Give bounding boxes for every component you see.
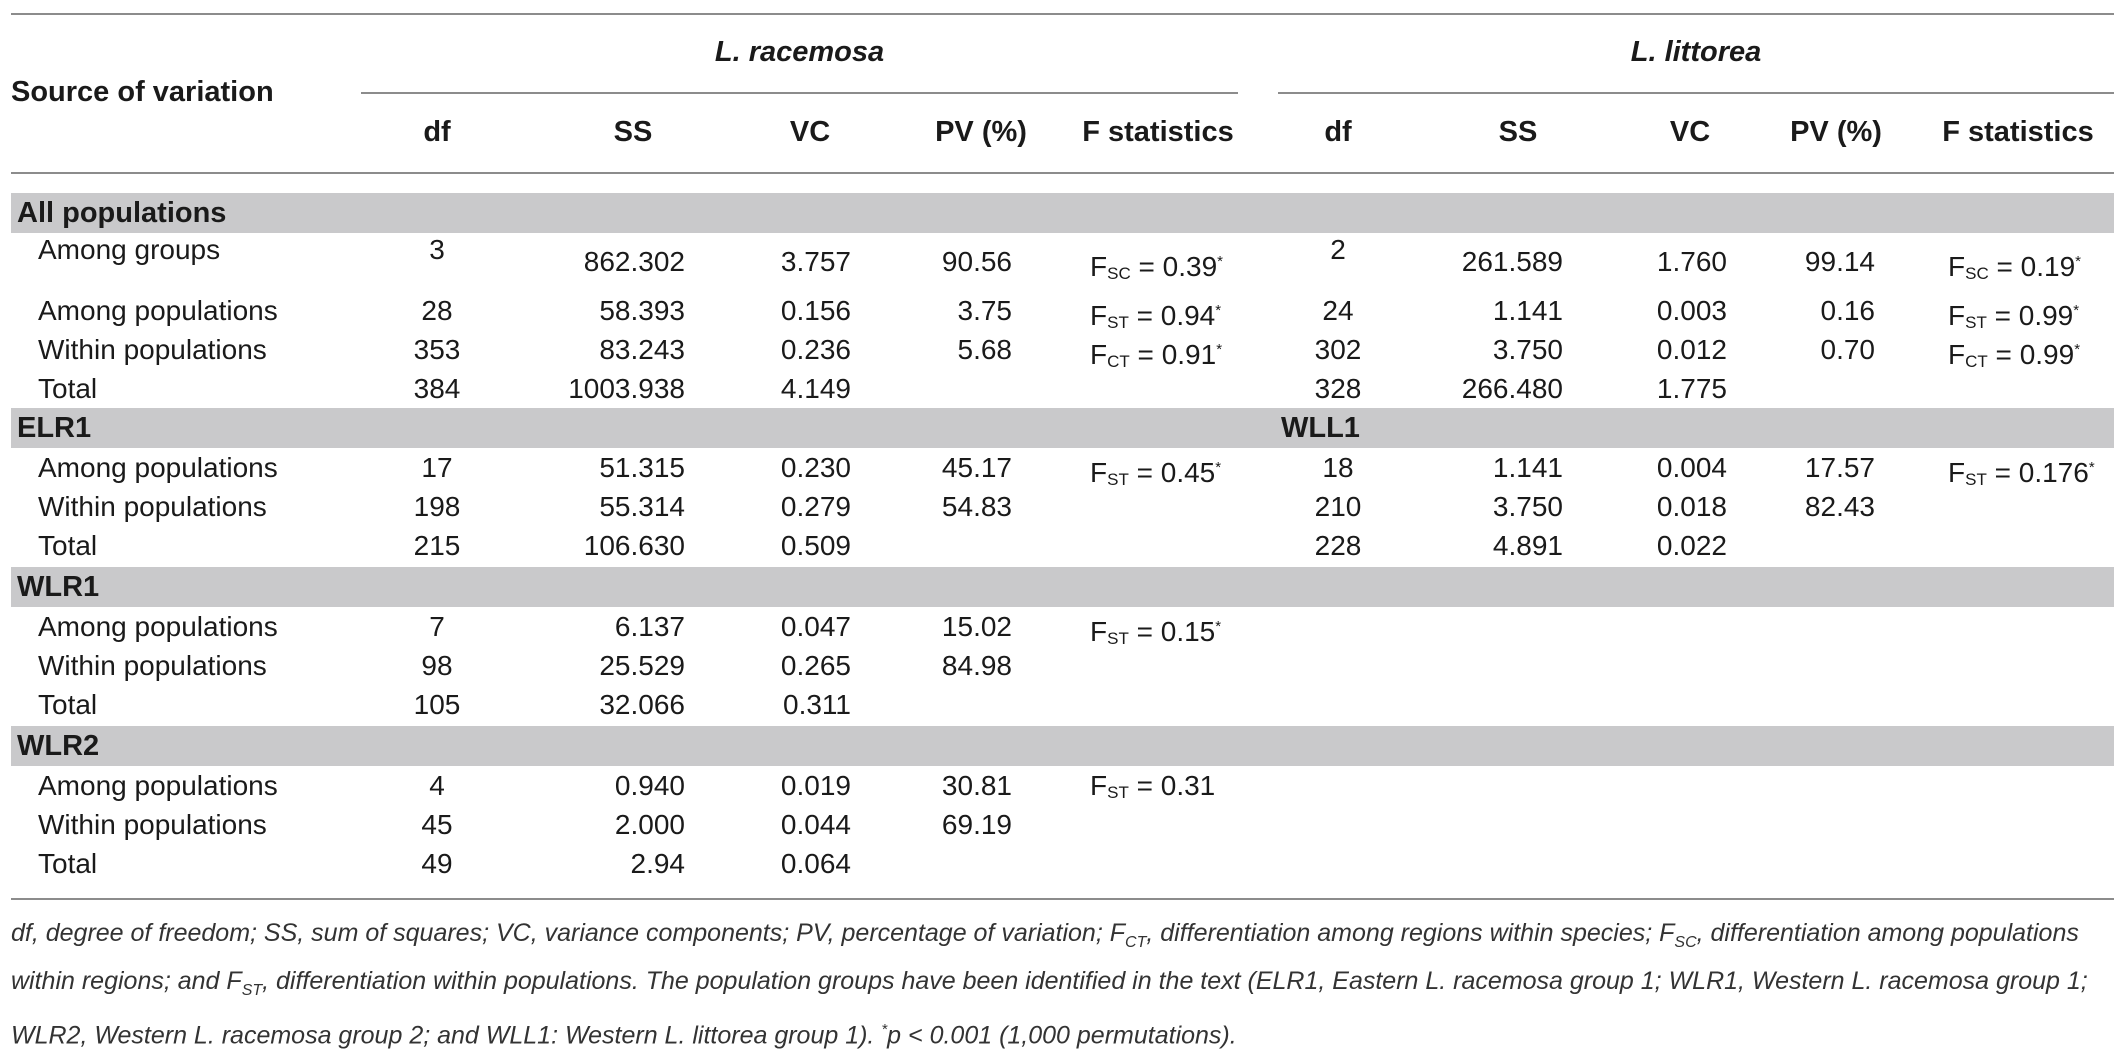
table-row xyxy=(0,805,2125,845)
significance-mark: * xyxy=(2088,459,2095,476)
significance-mark: * xyxy=(2074,341,2081,358)
vc-cell: 0.509 xyxy=(780,530,851,561)
f-value: = 0.15 xyxy=(1128,616,1216,647)
df-cell: 210 xyxy=(1314,491,1362,522)
table-row xyxy=(0,448,2125,488)
f-value: = 0.45 xyxy=(1128,457,1216,488)
row-label: Within populations xyxy=(38,334,267,365)
table-top-rule xyxy=(11,13,2114,15)
f-symbol: F xyxy=(1948,339,1966,370)
vc-cell: 0.022 xyxy=(1656,530,1727,561)
row-label: Among populations xyxy=(38,452,278,483)
vc-cell: 0.004 xyxy=(1656,452,1727,483)
ss-cell: 3.750 xyxy=(1492,334,1563,365)
section-label-right: WLL1 xyxy=(1281,412,1360,444)
row-label: Within populations xyxy=(38,650,267,681)
row-label: Total xyxy=(38,848,98,879)
l-racemosa-group-rule xyxy=(361,92,1238,94)
ss-cell: 32.066 xyxy=(599,689,685,720)
ss-cell: 25.529 xyxy=(599,650,685,681)
df-cell: 353 xyxy=(413,334,461,365)
f-symbol: F xyxy=(1090,457,1108,488)
ss-cell: 1.141 xyxy=(1492,295,1563,326)
row-label: Total xyxy=(38,689,98,720)
pv-cell: 15.02 xyxy=(941,611,1012,642)
pv-cell: 0.70 xyxy=(1820,334,1875,365)
vc-cell: 0.003 xyxy=(1656,295,1727,326)
significance-mark: * xyxy=(1217,253,1223,270)
vc-cell: 1.760 xyxy=(1656,246,1727,277)
f-subscript: CT xyxy=(1107,352,1130,371)
col-header-vc-lr: VC xyxy=(789,116,831,148)
table-row xyxy=(0,607,2125,647)
pv-cell: 82.43 xyxy=(1804,491,1875,522)
ss-cell: 58.393 xyxy=(599,295,685,326)
ss-cell: 55.314 xyxy=(599,491,685,522)
section-label: ELR1 xyxy=(17,412,92,444)
df-cell: 3 xyxy=(429,234,445,265)
ss-cell: 6.137 xyxy=(614,611,685,642)
ss-cell: 2.000 xyxy=(614,809,685,840)
df-cell: 384 xyxy=(413,373,461,404)
col-header-df-lr: df xyxy=(423,116,451,148)
ss-cell: 862.302 xyxy=(583,246,685,277)
f-statistic-cell xyxy=(1090,242,1223,294)
df-cell: 198 xyxy=(413,491,461,522)
pv-cell: 69.19 xyxy=(941,809,1012,840)
section-band xyxy=(11,193,2114,233)
table-row xyxy=(0,685,2125,725)
section-label: All populations xyxy=(17,197,227,229)
pv-cell: 99.14 xyxy=(1804,246,1875,277)
col-header-fstat-lr: F statistics xyxy=(1082,116,1234,148)
vc-cell: 0.236 xyxy=(780,334,851,365)
col-header-fstat-ll: F statistics xyxy=(1942,116,2094,148)
vc-cell: 0.012 xyxy=(1656,334,1727,365)
df-cell: 45 xyxy=(421,809,453,840)
vc-cell: 0.018 xyxy=(1656,491,1727,522)
source-of-variation-header: Source of variation xyxy=(11,76,274,108)
col-header-ss-ll: SS xyxy=(1498,116,1538,148)
f-symbol: F xyxy=(1948,300,1966,331)
pv-cell: 84.98 xyxy=(941,650,1012,681)
pv-cell: 90.56 xyxy=(941,246,1012,277)
f-value: = 0.39 xyxy=(1130,251,1218,282)
f-symbol: F xyxy=(1090,339,1108,370)
row-label: Among populations xyxy=(38,611,278,642)
pv-cell: 17.57 xyxy=(1804,452,1875,483)
f-value: = 0.91 xyxy=(1129,339,1217,370)
vc-cell: 0.311 xyxy=(783,689,851,720)
f-symbol: F xyxy=(1948,457,1966,488)
col-header-ss-lr: SS xyxy=(613,116,653,148)
table-row xyxy=(0,230,2125,283)
f-value: = 0.31 xyxy=(1128,770,1216,801)
vc-cell: 0.156 xyxy=(780,295,851,326)
pv-cell: 54.83 xyxy=(941,491,1012,522)
col-header-df-ll: df xyxy=(1324,116,1352,148)
pv-cell: 3.75 xyxy=(957,295,1012,326)
significance-mark: * xyxy=(1215,302,1222,319)
section-band xyxy=(11,567,2114,607)
f-value: = 0.19 xyxy=(1988,251,2076,282)
vc-cell: 0.279 xyxy=(780,491,851,522)
f-subscript: CT xyxy=(1965,352,1988,371)
f-subscript: ST xyxy=(1107,470,1129,489)
row-label: Total xyxy=(38,530,98,561)
f-symbol: F xyxy=(1948,251,1966,282)
f-value: = 0.99 xyxy=(1987,339,2075,370)
vc-cell: 4.149 xyxy=(780,373,851,404)
l-littorea-group-rule xyxy=(1278,92,2114,94)
row-label: Within populations xyxy=(38,809,267,840)
table-row xyxy=(0,330,2125,370)
col-header-pv-lr: PV (%) xyxy=(935,116,1027,148)
vc-cell: 0.044 xyxy=(780,809,851,840)
vc-cell: 0.064 xyxy=(780,848,851,879)
significance-mark: * xyxy=(2073,302,2080,319)
f-subscript: ST xyxy=(1107,313,1129,332)
vc-cell: 0.019 xyxy=(780,770,851,801)
df-cell: 4 xyxy=(429,770,445,801)
vc-cell: 3.757 xyxy=(780,246,851,277)
ss-cell: 51.315 xyxy=(599,452,685,483)
df-cell: 17 xyxy=(421,452,453,483)
table-bottom-rule xyxy=(11,898,2114,900)
f-subscript: ST xyxy=(1965,313,1987,332)
f-subscript: ST xyxy=(1965,470,1987,489)
vc-cell: 0.230 xyxy=(780,452,851,483)
vc-cell: 0.047 xyxy=(780,611,851,642)
f-subscript: ST xyxy=(1107,783,1129,802)
section-band xyxy=(11,408,2114,448)
table-row xyxy=(0,766,2125,806)
significance-mark: * xyxy=(2075,253,2081,270)
df-cell: 302 xyxy=(1314,334,1362,365)
pv-cell: 30.81 xyxy=(941,770,1012,801)
l-littorea-group-header: L. littorea xyxy=(1630,36,1762,68)
pv-cell: 0.16 xyxy=(1820,295,1875,326)
pv-cell: 45.17 xyxy=(941,452,1012,483)
header-bottom-rule xyxy=(11,172,2114,174)
df-cell: 49 xyxy=(421,848,453,879)
section-band xyxy=(11,726,2114,766)
df-cell: 24 xyxy=(1322,295,1354,326)
df-cell: 328 xyxy=(1314,373,1362,404)
ss-cell: 0.940 xyxy=(614,770,685,801)
col-header-vc-ll: VC xyxy=(1669,116,1711,148)
f-symbol: F xyxy=(1090,616,1108,647)
table-row xyxy=(0,526,2125,566)
significance-mark: * xyxy=(1215,459,1222,476)
ss-cell: 261.589 xyxy=(1461,246,1563,277)
f-symbol: F xyxy=(1090,300,1108,331)
section-label: WLR2 xyxy=(17,730,100,762)
f-symbol: F xyxy=(1090,251,1108,282)
vc-cell: 1.775 xyxy=(1656,373,1727,404)
f-symbol: F xyxy=(1090,770,1108,801)
pv-cell: 5.68 xyxy=(957,334,1012,365)
table-row xyxy=(0,844,2125,884)
row-label: Total xyxy=(38,373,98,404)
df-cell: 228 xyxy=(1314,530,1362,561)
f-subscript: SC xyxy=(1107,264,1131,283)
ss-cell: 266.480 xyxy=(1461,373,1563,404)
row-label: Among populations xyxy=(38,295,278,326)
table-row xyxy=(0,369,2125,409)
ss-cell: 1003.938 xyxy=(568,373,685,404)
df-cell: 105 xyxy=(413,689,461,720)
significance-mark: * xyxy=(1215,618,1222,635)
table-row xyxy=(0,291,2125,331)
section-label: WLR1 xyxy=(17,571,100,603)
df-cell: 28 xyxy=(421,295,453,326)
table-row xyxy=(0,646,2125,686)
row-label: Among groups xyxy=(38,234,221,265)
f-value: = 0.94 xyxy=(1128,300,1216,331)
ss-cell: 83.243 xyxy=(599,334,685,365)
df-cell: 7 xyxy=(429,611,445,642)
f-statistic-cell xyxy=(1948,242,2081,294)
ss-cell: 1.141 xyxy=(1492,452,1563,483)
ss-cell: 106.630 xyxy=(583,530,685,561)
f-value: = 0.99 xyxy=(1986,300,2074,331)
row-label: Among populations xyxy=(38,770,278,801)
df-cell: 2 xyxy=(1330,234,1346,265)
f-subscript: ST xyxy=(1107,629,1129,648)
f-subscript: SC xyxy=(1965,264,1989,283)
table-row xyxy=(0,487,2125,527)
row-label: Within populations xyxy=(38,491,267,522)
df-cell: 18 xyxy=(1322,452,1354,483)
col-header-pv-ll: PV (%) xyxy=(1790,116,1882,148)
ss-cell: 2.94 xyxy=(630,848,685,879)
f-value: = 0.176 xyxy=(1986,457,2089,488)
significance-mark: * xyxy=(1216,341,1223,358)
table-footnote: df, degree of freedom; SS, sum of squares; VC, variance components; PV, percentage of variation; $F_{CT}$, differentiation among regions within species; $F_{SC}$, differentiation among populations within regions; and $F_{ST}$, differentiation within populations. The population groups have been identified in the text (ELR1, Eastern L. racemosa group 1; WLR1, Western L. racemosa group 1; WLR2, Western L. racemosa group 2; and WLL1: Western L. littorea group 1). *p < 0.001 (1,000 permutations). xyxy=(11,919,2088,1050)
vc-cell: 0.265 xyxy=(780,650,851,681)
df-cell: 98 xyxy=(421,650,453,681)
df-cell: 215 xyxy=(413,530,461,561)
ss-cell: 3.750 xyxy=(1492,491,1563,522)
ss-cell: 4.891 xyxy=(1492,530,1563,561)
l-racemosa-group-header: L. racemosa xyxy=(714,36,885,68)
